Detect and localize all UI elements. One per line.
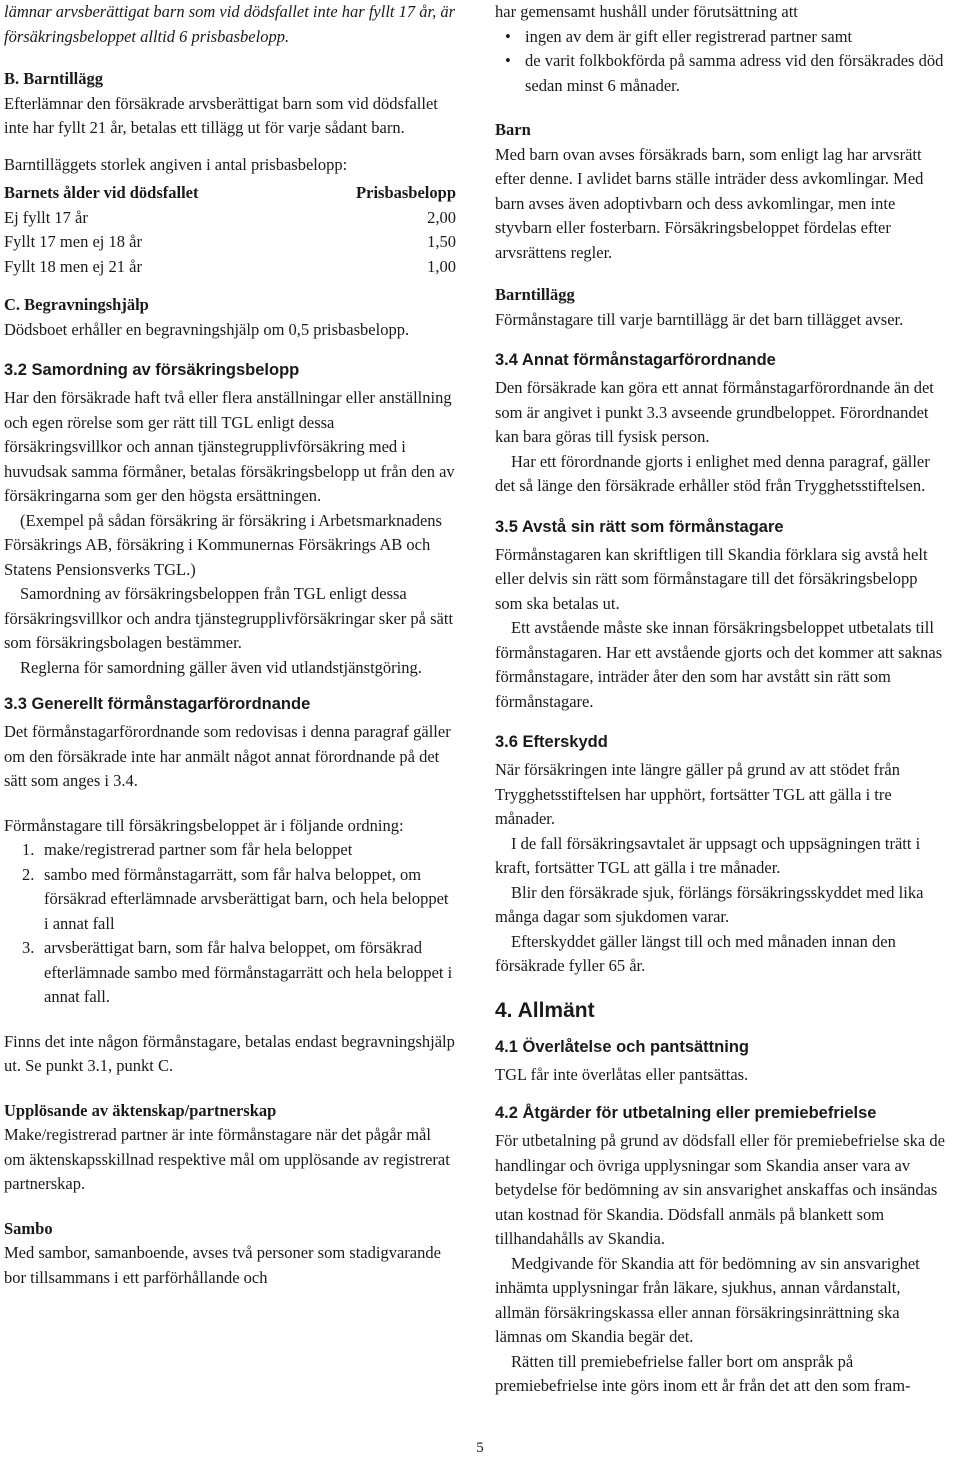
section-3-2-heading: 3.2 Samordning av försäkringsbelopp bbox=[4, 361, 300, 379]
section-3-6-paragraph: I de fall försäkringsavtalet är uppsagt och uppsägningen trätt i kraft, fortsätter TGL att gälla i tre månader. bbox=[495, 833, 921, 877]
list-item-text: make/registrerad partner som får hela beloppet bbox=[44, 840, 353, 859]
left-column bbox=[4, 0, 456, 1290]
section-4-2-paragraph: För utbetalning på grund av dödsfall eller för premiebefrielse ska de handlingar och övriga upplysningar som Skandia anser vara av betydelse för bedömning av sin ansvarighet anskaffas och insändas utan kostnad för Skandia. Dödsfall anmäls på blankett som tillhandahålls av Skandia. bbox=[495, 1131, 945, 1248]
list-item-number: 1. bbox=[22, 840, 35, 859]
section-4-2-paragraph: Rätten till premiebefrielse faller bort om anspråk på premiebefrielse inte görs inom ett år från det att den som fram- bbox=[495, 1351, 911, 1395]
prisbasbelopp-table bbox=[4, 181, 456, 279]
section-4-2-heading: 4.2 Åtgärder för utbetalning eller premiebefrielse bbox=[495, 1104, 877, 1122]
table-header-row bbox=[4, 181, 456, 206]
barn-heading: Barn bbox=[495, 120, 531, 139]
sambo-text: Med sambor, samanboende, avses två personer som stadigvarande bor tillsammans i ett parförhållande och bbox=[4, 1243, 441, 1287]
section-c-heading: C. Begravningshjälp bbox=[4, 295, 149, 314]
section-3-6-paragraph: När försäkringen inte längre gäller på grund av att stödet från Trygghetsstiftelsen har upphört, fortsätter TGL att gälla i tre månader. bbox=[495, 760, 901, 828]
table-cell: Ej fyllt 17 år bbox=[4, 207, 88, 227]
section-3-5-paragraph: Ett avstående måste ske innan försäkringsbeloppet utbetalats till förmånstagaren. Har ett avstående gjorts och det kommer att saknas förmånstagare, inträder åter den som har avstått sin rätt som förmånstagare. bbox=[495, 618, 943, 711]
table-cell: 1,50 bbox=[427, 232, 456, 251]
list-item-number: 3. bbox=[22, 938, 35, 957]
sambo-heading: Sambo bbox=[4, 1218, 53, 1238]
list-item bbox=[4, 838, 456, 863]
table-row bbox=[4, 255, 456, 280]
bullet-icon: • bbox=[505, 26, 511, 46]
barntillagg-heading: Barntillägg bbox=[495, 285, 575, 304]
table-cell: 1,00 bbox=[427, 256, 456, 276]
section-3-4-heading: 3.4 Annat förmånstagarförordnande bbox=[495, 351, 776, 369]
bullet-item bbox=[495, 25, 947, 50]
bullet-text: de varit folkbokförda på samma adress vid den försäkrades död sedan minst 6 månader. bbox=[525, 51, 944, 95]
table-header-amount: Prisbasbelopp bbox=[356, 183, 456, 202]
intro-text: lämnar arvsberättigat barn som vid dödsfallet inte har fyllt 17 år, är försäkringsbeloppet alltid 6 prisbasbelopp. bbox=[4, 2, 456, 46]
section-3-5-heading: 3.5 Avstå sin rätt som förmånstagare bbox=[495, 517, 784, 536]
section-3-4-paragraph: Har ett förordnande gjorts i enlighet med denna paragraf, gäller det så länge den försäkrade erhåller stöd från Trygghetsstiftelsen. bbox=[495, 451, 930, 495]
section-3-6-paragraph: Efterskyddet gäller längst till och med månaden innan den försäkrade fyller 65 år. bbox=[495, 931, 896, 975]
section-4-1-heading: 4.1 Överlåtelse och pantsättning bbox=[495, 1037, 749, 1056]
table-intro: Barntilläggets storlek angiven i antal prisbasbelopp: bbox=[4, 154, 348, 174]
barntillagg-text: Förmånstagare till varje barntillägg är det barn tillägget avser. bbox=[495, 309, 904, 329]
list-item bbox=[4, 863, 456, 937]
list-item-number: 2. bbox=[22, 864, 35, 884]
barn-text: Med barn ovan avses försäkrads barn, som enligt lag har arvsrätt efter denne. I avlidet barns ställe inträder dess avkomlingar. Med barn avses även adoptivbarn och dess avkomlingar, men inte styvbarn eller fosterbarn. Försäkringsbeloppet fördelas efter arvsrättens regler. bbox=[495, 144, 924, 262]
order-intro: Förmånstagare till försäkringsbeloppet är i följande ordning: bbox=[4, 815, 404, 835]
section-3-5-paragraph: Förmånstagaren kan skriftligen till Skandia förklara sig avstå helt eller delvis sin rätt som förmånstagare till det försäkringsbelopp som ska betalas ut. bbox=[495, 544, 928, 613]
section-b-text: Efterlämnar den försäkrade arvsberättigat barn som vid dödsfallet inte har fyllt 21 år, betalas ett tillägg ut för varje sådant barn. bbox=[4, 93, 438, 137]
section-3-2-paragraph: Reglerna för samordning gäller även vid utlandstjänstgöring. bbox=[20, 657, 422, 677]
section-3-2-paragraph: Har den försäkrade haft två eller flera anställningar eller anställning och egen rörelse som ger rätt till TGL enligt dessa försäkringsvillkor och annan tjänstegrupplivförsäkring med i huvudsak samma förmåner, betalas försäkringsbelopp ut från den av försäkringarna som ger den högsta ersättningen. bbox=[4, 388, 455, 505]
no-beneficiary-text: Finns det inte någon förmånstagare, betalas endast begravningshjälp ut. Se punkt 3.1, punkt C. bbox=[4, 1031, 455, 1075]
section-3-3-heading: 3.3 Generellt förmånstagarförordnande bbox=[4, 695, 311, 713]
bullet-text: ingen av dem är gift eller registrerad partner samt bbox=[525, 26, 853, 46]
section-3-2-paragraph: (Exempel på sådan försäkring är försäkring i Arbetsmarknadens Försäkrings AB, försäkring i Kommunernas Försäkrings AB och Statens Pensionsverks TGL.) bbox=[4, 510, 442, 579]
page-number: 5 bbox=[476, 1440, 484, 1456]
table-header-age: Barnets ålder vid dödsfallet bbox=[4, 183, 199, 202]
continued-text: har gemensamt hushåll under förutsättning att bbox=[495, 2, 798, 21]
table-cell: 2,00 bbox=[427, 207, 456, 227]
upplosande-text: Make/registrerad partner är inte förmånstagare när det pågår mål om äktenskapsskillnad respektive mål om upplösande av registrerat partnerskap. bbox=[4, 1125, 450, 1193]
section-3-3-paragraph: Det förmånstagarförordnande som redovisas i denna paragraf gäller om den försäkrade inte har anmält något annat förordnande på det sätt som anges i 3.4. bbox=[4, 722, 451, 790]
section-4-1-text: TGL får inte överlåtas eller pantsättas. bbox=[495, 1064, 749, 1084]
bullet-item bbox=[495, 49, 947, 98]
table-row bbox=[4, 230, 456, 255]
bullet-icon: • bbox=[505, 51, 511, 70]
upplosande-heading: Upplösande av äktenskap/partnerskap bbox=[4, 1100, 277, 1120]
section-4-heading: 4. Allmänt bbox=[495, 998, 595, 1022]
section-4-2-paragraph: Medgivande för Skandia att för bedömning av sin ansvarighet inhämta upplysningar från läkare, sjukhus, annan vårdanstalt, allmän försäkringskassa eller annan försäkringsinrättning ska lämnas om Skandia begär det. bbox=[495, 1253, 920, 1346]
list-item-text: arvsberättigat barn, som får halva beloppet, om försäkrad efterlämnade sambo med förmånstagarrätt och hela beloppet i annat fall. bbox=[44, 938, 453, 1006]
section-3-4-paragraph: Den försäkrade kan göra ett annat förmånstagarförordnande än det som är angivet i punkt 3.3 avseende grundbeloppet. Förordnandet kan bara göras till fysisk person. bbox=[495, 378, 934, 446]
table-cell: Fyllt 17 men ej 18 år bbox=[4, 232, 142, 251]
list-item-text: sambo med förmånstagarrätt, som får halva beloppet, om försäkrad efterlämnade arvsberättigat barn, och hela beloppet i annat fall bbox=[44, 864, 449, 933]
section-3-6-paragraph: Blir den försäkrade sjuk, förlängs försäkringsskyddet med lika många dagar som sjukdomen varar. bbox=[495, 882, 924, 926]
table-row bbox=[4, 206, 456, 231]
right-column bbox=[495, 0, 947, 1399]
table-cell: Fyllt 18 men ej 21 år bbox=[4, 256, 142, 276]
section-3-2-paragraph: Samordning av försäkringsbeloppen från TGL enligt dessa försäkringsvillkor och andra tjänstegrupplivförsäkringar sker på sätt som försäkringsbolagen bestämmer. bbox=[4, 584, 454, 652]
list-item bbox=[4, 936, 456, 1010]
section-b-heading: B. Barntillägg bbox=[4, 69, 104, 88]
section-3-6-heading: 3.6 Efterskydd bbox=[495, 733, 608, 751]
section-c-text: Dödsboet erhåller en begravningshjälp om 0,5 prisbasbelopp. bbox=[4, 319, 410, 339]
